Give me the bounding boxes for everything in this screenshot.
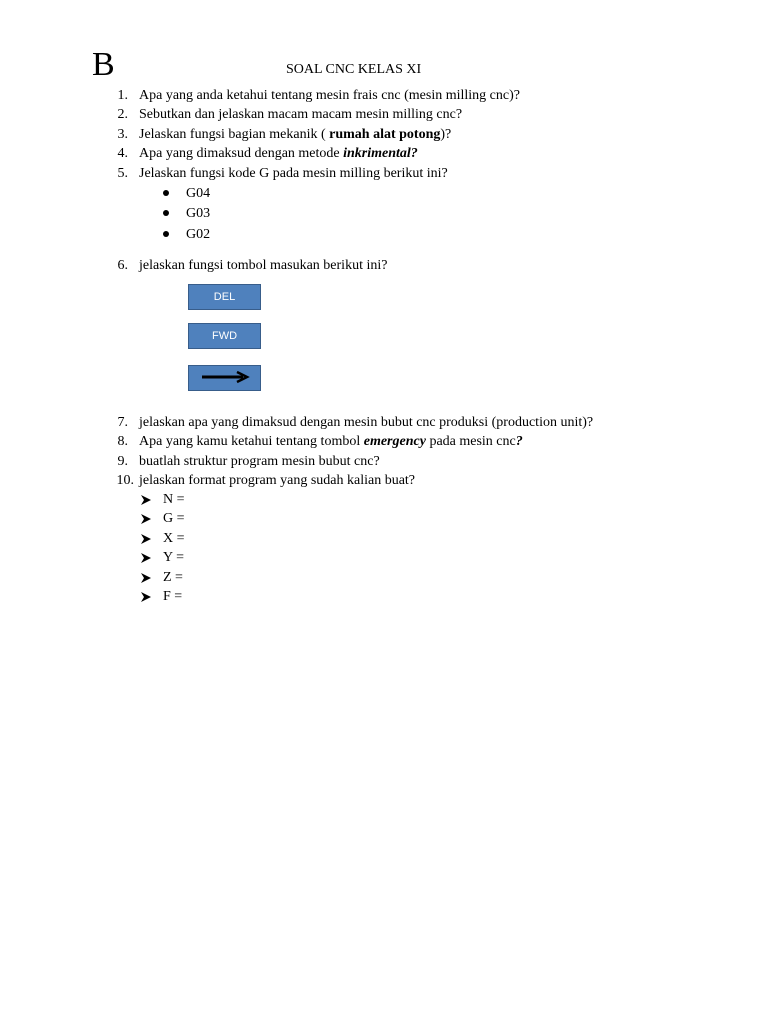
question-number-2: 2. bbox=[117, 107, 128, 122]
fwd-key: FWD bbox=[188, 323, 261, 349]
question-number-10: 10. bbox=[116, 473, 134, 488]
page-title: SOAL CNC KELAS XI bbox=[286, 62, 422, 77]
format-item: F = bbox=[163, 589, 183, 604]
del-key: DEL bbox=[188, 284, 261, 310]
format-item: X = bbox=[163, 531, 185, 546]
code-item: G02 bbox=[186, 227, 211, 242]
question-8-mid: pada mesin cnc bbox=[425, 434, 516, 449]
question-number-8: 8. bbox=[117, 434, 128, 449]
question-3-pre: Jelaskan fungsi bagian mekanik ( bbox=[139, 127, 330, 142]
question-8-bold-italic: emergency bbox=[363, 434, 426, 449]
arrow-bullet-icon bbox=[140, 572, 152, 584]
question-3-bold: rumah alat potong bbox=[329, 127, 441, 142]
question-number-4: 4. bbox=[117, 146, 128, 161]
bullet-dot bbox=[163, 190, 169, 196]
version-letter: B bbox=[92, 46, 115, 83]
question-1-text: Apa yang anda ketahui tentang mesin frais cnc (mesin milling cnc)? bbox=[139, 88, 520, 103]
right-arrow-icon bbox=[188, 365, 261, 391]
arrow-bullet-icon bbox=[140, 591, 152, 603]
question-8-text bbox=[139, 434, 523, 450]
question-4-bold-italic: inkrimental? bbox=[343, 146, 418, 161]
question-8-pre: Apa yang kamu ketahui tentang tombol bbox=[139, 434, 364, 449]
question-3-text bbox=[139, 127, 451, 143]
arrow-bullet-icon bbox=[140, 513, 152, 525]
format-item: Y = bbox=[163, 550, 184, 565]
question-number-3: 3. bbox=[117, 127, 128, 142]
question-5-text: Jelaskan fungsi kode G pada mesin milling berikut ini? bbox=[139, 166, 448, 181]
question-number-5: 5. bbox=[117, 166, 128, 181]
question-number-1: 1. bbox=[117, 88, 128, 103]
question-10-text: jelaskan format program yang sudah kalian buat? bbox=[139, 473, 416, 488]
bullet-dot bbox=[163, 231, 169, 237]
question-6-text: jelaskan fungsi tombol masukan berikut ini? bbox=[139, 258, 388, 273]
format-item: N = bbox=[163, 492, 185, 507]
question-number-7: 7. bbox=[117, 415, 128, 430]
arrow-bullet-icon bbox=[140, 552, 152, 564]
bullet-dot bbox=[163, 210, 169, 216]
question-3-post: )? bbox=[440, 127, 452, 142]
question-number-6: 6. bbox=[117, 258, 128, 273]
question-number-9: 9. bbox=[117, 454, 128, 469]
arrow-bullet-icon bbox=[140, 533, 152, 545]
question-2-text: Sebutkan dan jelaskan macam macam mesin milling cnc? bbox=[139, 107, 463, 122]
arrow-key bbox=[188, 365, 261, 391]
question-9-text: buatlah struktur program mesin bubut cnc? bbox=[139, 454, 380, 469]
code-item: G04 bbox=[186, 186, 211, 201]
question-8-end: ? bbox=[515, 434, 523, 449]
question-7-text: jelaskan apa yang dimaksud dengan mesin bubut cnc produksi (production unit)? bbox=[139, 415, 594, 430]
format-item: G = bbox=[163, 511, 185, 526]
code-item: G03 bbox=[186, 206, 211, 221]
question-4-pre: Apa yang dimaksud dengan metode bbox=[139, 146, 344, 161]
format-item: Z = bbox=[163, 570, 183, 585]
arrow-bullet-icon bbox=[140, 494, 152, 506]
question-4-text bbox=[139, 146, 418, 162]
